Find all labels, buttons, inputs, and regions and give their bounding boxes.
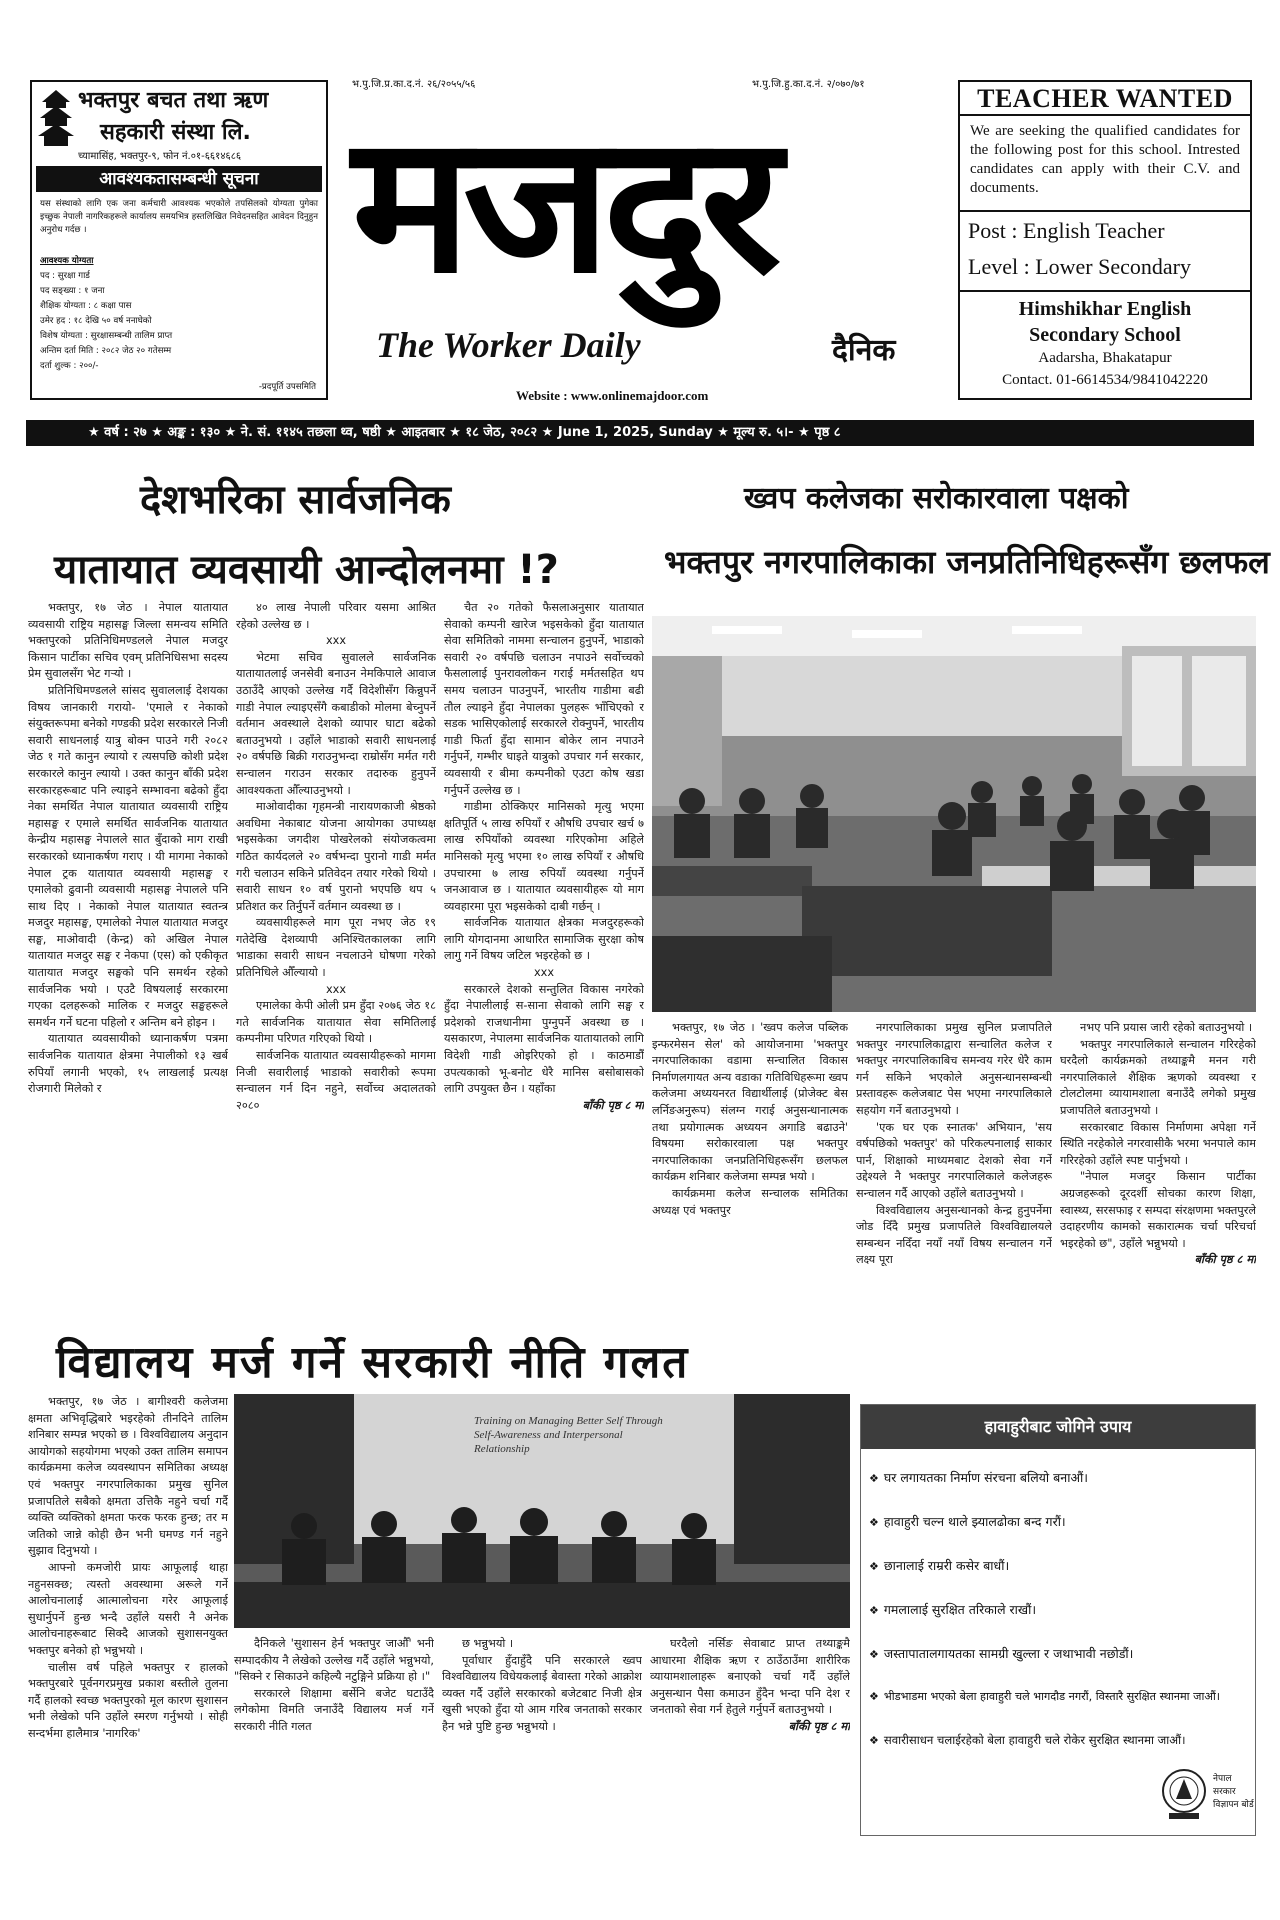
school-name-line1: Himshikhar English [1018, 298, 1192, 320]
story3-column-1 [28, 1394, 228, 1838]
website-link[interactable]: Website : www.onlinemajdoor.com [516, 388, 709, 403]
requirement-line: शैक्षिक योग्यता : ८ कक्षा पास [40, 301, 132, 311]
classroom-meeting-photo [652, 616, 1256, 1012]
requirement-line: पद सङ्ख्या : १ जना [40, 286, 105, 296]
ad-level: Level : Lower Secondary [968, 254, 1191, 279]
tip-item: ❖ भीडभाडमा भएको बेला हावाहुरी चले भागदौड नगरौं, विस्तारै सुरक्षित स्थानमा जाऔं। [869, 1689, 1247, 1704]
story3-headline[interactable]: विद्यालय मर्ज गर्ने सरकारी नीति गलत [56, 1337, 690, 1388]
paragraph: प्रतिनिधिमण्डलले सांसद सुवाललाई देशयका विषय जानकारी गरायो- 'एमाले र नेकाको संयुक्तरूपमा बनेको गण्डकी प्रदेश सरकारले निजी सवारी साधनलाई यात्रु बोक्न पाउने गरी २०८२ जेठ १ गते कानुन ल्यायो र त्यसपछि कोशी प्रदेश सरकारले कानुन ल्यायो । उक्त कानुन बाँकी प्रदेश सरकारहरूबाट पनि ल्याइने सम्भावना बढेको हुँदा नेका समर्थित नेपाल यातायात व्यवसायी राष्ट्रिय महासङ्घ र एमाले समर्थित सार्वजनिक यातायात केन्द्रीय महासङ्घ नेपालले सात बुँदाको माग राखी सरकारको ध्यानाकर्षण गराए । यी मागमा नेकाको नेपाल ट्रक यातायात व्यवसायी महासङ्घ र एमालेको ढुवानी व्यवसायी महासङ्घ नेपालले पनि साथ दिए । नेकाको नेपाल यातायात स्वतन्त्र मजदुर महासङ्घ, एमालेको नेपाल यातायात मजदुर सङ्घ, माओवादी (केन्द्र) को अखिल नेपाल यातायात मजदुर सङ्घ र नेकपा (एस) को एकीकृत यातायात मजदुर सङ्घको पनि समर्थन रहेको सार्वजनिक भयो । एउटै विषयलाई सरकारमा गएका दलहरूको मालिक र मजदुर सङ्घहरूले समर्थन गर्ने घटना पहिलो र अन्तिम बने होइन । [28, 683, 228, 1029]
paragraph: भेटमा सचिव सुवालले सार्वजनिक यातायातलाई जनसेवी बनाउन नेमकिपाले आवाज उठाउँदै आएको उल्लेख गर्दै विदेशीसँग किन्नुपर्ने गाडी नेपाल ल्याइएसँगै कबाडीको मोलमा बेच्नुपर्ने वर्तमान अवस्थाले देशको व्यापार घाटा बढेको बताउनुभयो । उहाँले भाडाको सवारी साधनलाई २० वर्षपछि बिक्री गराउनुभन्दा राम्रोसँग मर्मत गरी सन्चालन गराउन सरकार तदारुक हुनुपर्ने आवश्यकता औँल्याउनुभयो । [236, 650, 436, 797]
requirements-heading: आवश्यक योग्यता [40, 256, 94, 266]
tip-item: ❖ सवारीसाधन चलाईरहेको बेला हावाहुरी चले रोकेर सुरक्षित स्थानमा जाऔं। [869, 1733, 1247, 1748]
paragraph: गाडीमा ठोक्किएर मानिसको मृत्यु भएमा क्षतिपूर्ति ५ लाख रुपियाँ र औषधि उपचार खर्च ७ लाख रुपियाँको व्यवस्था गरिएकोमा अहिले मानिसको मृत्यु भएमा १० लाख रुपियाँ र औषधि उपचारमा ७ लाख रुपियाँ व्यवस्था गर्नुपर्ने जनआवाज छ । यातायात व्यवसायीहरू यो माग व्यवहारमा पूरा भइसकेको दाबी गर्छन् । [444, 800, 644, 913]
tips-title: हावाहुरीबाट जोगिने उपाय [861, 1405, 1255, 1449]
story2-column-3 [1060, 1020, 1256, 1314]
paragraph: चैत २० गतेको फैसलाअनुसार यातायात सेवाको कम्पनी खारेज भइसकेको हुँदा यातायात सेवा समितिको नाममा सन्चालन हुनुपर्ने, भाडाको सवारी २० वर्षपछि चलाउन नपाउने सर्वोच्चको फैसलालाई पुनरावलोकन गराई मर्मतसहित थप समय चलाउन पाउनुपर्ने, भारतीय गाडीमा बढी तौल ल्याइने हुँदा नेपालका पुलहरू भाँचिएको र सडक भासिएकोलाई सरकारले रोक्नुपर्ने, भारतीय गाडी फिर्ता हुँदा सामान बोकेर लान नपाउने गर्नुपर्ने, गम्भीर घाइते यात्रुको उपचार गर्न सरकार, व्यवसायी र बीमा कम्पनीको एउटा कोष खडा गर्नुपर्ने उल्लेख छ । [444, 601, 644, 797]
paragraph: आफ्नो कमजोरी प्रायः आफूलाई थाहा नहुनसक्छ; त्यस्तो अवस्थामा अरूले गर्ने आलोचनालाई आत्मालोचना गरेर आफूलाई सुधार्नुपर्ने हुन्छ भन्दै उहाँले यसरी नै अनेक आलोचनाहरूबाट सिक्दै आजको सुशासनयुक्त भक्तपुर बनेको हो भन्नुभयो । [28, 1560, 228, 1657]
notice-signature: -प्रदपूर्ति उपसमिति [258, 382, 316, 392]
story2-headline-line2[interactable]: भक्तपुर नगरपालिकाका जनप्रतिनिधिहरूसँग छलफल [664, 543, 1270, 581]
paragraph: माओवादीका गृहमन्त्री नारायणकाजी श्रेष्ठको अवधिमा नेकाबाट योजना आयोगका उपाध्यक्ष भइसकेका जगदीश पोखरेलको संयोजकत्वमा गठित कार्यदलले २० वर्षभन्दा पुरानो गाडी मर्मत गरी चलाउन सकिने प्रतिवेदन तयार गरेको थियो । सवारी साधन १० वर्ष पुरानो भएपछि थप ५ प्रतिशत कर तिर्नुपर्ने वर्तमान व्यवस्था छ । [236, 800, 436, 913]
paragraph: एमालेका केपी ओली प्रम हुँदा २०७६ जेठ १८ गते सार्वजनिक यातायात सेवा समितिलाई कम्पनीमा परिणत गरिएको थियो । [236, 999, 436, 1046]
training-program-photo [234, 1394, 850, 1628]
cooperative-notice-ad [30, 80, 328, 400]
teacher-wanted-ad [958, 80, 1252, 400]
registration-left: भ.पु.जि.प्र.का.द.नं. २६/२०५५/५६ [352, 79, 476, 90]
story2-headline-line1[interactable]: ख्वप कलेजका सरोकारवाला पक्षको [744, 481, 1129, 516]
paragraph: घरदैलो नर्सिङ सेवाबाट प्राप्त तथ्याङ्कमै आधारमा शैक्षिक ऋण र ठाउँठाउँमा शारीरिक व्यायामशालाहरू बनाएको चर्चा गर्दै उहाँले अनुसन्धान पैसा कमाउन हुँदैन भन्दा पनि देश र जनताको सेवा गर्न हेतुले गर्नुपर्ने बताउनुभयो । [650, 1637, 850, 1717]
separator: xxx [325, 634, 347, 648]
masthead-dainik: दैनिक [832, 333, 896, 368]
continued-label[interactable]: बाँकी पृष्ठ ८ मा [1194, 1253, 1256, 1267]
seal-text-line1: नेपाल सरकार [1213, 1774, 1236, 1797]
notice-body: यस संस्थाको लागि एक जना कर्मचारी आवश्यक भएकोले तपसिलको योग्यता पुगेका इच्छुक नेपाली नागरिकहरूले कार्यालय समयभित्र हस्तलिखित निवेदनसहित आवेदन दिनुहुन अनुरोध गर्दछ । [40, 199, 318, 235]
school-name-line2: Secondary School [1029, 324, 1181, 346]
ad-post: Post : English Teacher [968, 218, 1165, 243]
paragraph: यातायात व्यवसायीको ध्यानाकर्षण पत्रमा सार्वजनिक यातायात क्षेत्रमा नेपालीको १३ खर्ब रुपियाँ लगानी भएको, १५ लाखलाई प्रत्यक्ष रोजगारी मिलेको र [28, 1032, 228, 1096]
story3-column-3 [442, 1636, 642, 1846]
requirement-line: विशेष योग्यता : सुरक्षासम्बन्धी तालिम प्राप्त [40, 331, 173, 341]
requirement-line: उमेर हद : १८ देखि ५० वर्ष ननाघेको [40, 316, 152, 326]
masthead-title: मजदुर [352, 92, 774, 315]
story1-headline-line2[interactable]: यातायात व्यवसायी आन्दोलनमा !? [54, 547, 559, 593]
cooperative-address: च्यामासिंह, भक्तपुर-९, फोन नं.०१-६६१४६८६ [78, 151, 242, 162]
temple-logo-icon [38, 88, 74, 148]
ad-divider [960, 210, 1250, 212]
ad-divider [960, 290, 1250, 292]
ad-text: We are seeking the qualified candidates for the following post for this school. Intrested candidates can apply with their C.V. and documents. [970, 123, 1240, 196]
ad-school [960, 296, 1250, 348]
windstorm-safety-tips-box [860, 1404, 1256, 1836]
story3-column-4 [650, 1636, 850, 1846]
seal-text [1213, 1773, 1255, 1812]
separator: xxx [533, 966, 555, 980]
separator: xxx [325, 982, 347, 996]
paragraph: भक्तपुर, १७ जेठ । 'ख्वप कलेज पब्लिक इन्फरमेसन सेल' को आयोजनामा 'भक्तपुर नगरपालिकाका वडामा सन्चालित विकास निर्माणलगायत अन्य वडाका गतिविधिहरूमा ख्वप कलेजमा अध्ययनरत विद्यार्थीलाई (प्रोजेक्ट बेस लर्निङअनुरूप) संलग्न गराई अनुसन्धानात्मक तथा प्रयोगात्मक अध्ययन अगाडि बढाउने' विषयमा सरोकारवाला पक्ष भक्तपुर नगरपालिकाका जनप्रतिनिधिहरूसँग छलफल कार्यक्रम शनिबार कलेजमा सम्पन्न भयो । [652, 1021, 848, 1184]
continued-label[interactable]: बाँकी पृष्ठ ८ मा [582, 1098, 644, 1112]
paragraph: सार्वजनिक यातायात व्यवसायीहरूको मागमा निजी सवारीलाई भाडाको सवारीको रूपमा सन्चालन गर्न दिन नहुने, सर्वोच्च अदालतको २०८० [236, 1049, 436, 1112]
paragraph: सरकारले शिक्षामा बर्सेनि बजेट घटाउँदै लगेकोमा विमति जनाउँदै विद्यालय मर्ज गर्ने सरकारी नीति गलत [234, 1686, 434, 1733]
paragraph: 'एक घर एक स्नातक' अभियान, 'सय वर्षपछिको भक्तपुर' को परिकल्पनालाई साकार पार्न, शिक्षाको माध्यमबाट देशको सेवा गर्ने उद्देश्यले नै भक्तपुर नगरपालिकाले कलेजहरू सन्चालन गर्दै आएको उहाँले बताउनुभयो । [856, 1120, 1052, 1200]
story1-column-2 [236, 600, 436, 1308]
story1-headline-line1[interactable]: देशभरिका सार्वजनिक [140, 477, 451, 523]
dateline-bar: ★ वर्ष : २७ ★ अङ्क : १३० ★ ने. सं. ११४५ तछला थ्व, षष्ठी ★ आइतबार ★ १८ जेठ, २०८२ ★ June 1, 2025, Sunday ★ मूल्य रु. ५।- ★ पृष्ठ ८ [26, 420, 1254, 446]
training-banner-text: Training on Managing Better Self Through Self-Awareness and Interpersonal Relationship [474, 1415, 663, 1455]
tip-item: ❖ हावाहुरी चल्न थाले झ्यालढोका बन्द गरौं। [869, 1513, 1247, 1530]
paragraph: नभए पनि प्रयास जारी रहेको बताउनुभयो । [1080, 1021, 1253, 1034]
cooperative-name-line2: सहकारी संस्था लि. [100, 120, 251, 145]
masthead-tagline: The Worker Daily [376, 325, 641, 365]
paragraph: भक्तपुर, १७ जेठ । नेपाल यातायात व्यवसायी राष्ट्रिय महासङ्घ जिल्ला समन्वय समिति भक्तपुरको प्रतिनिधिमण्डलले नेपाल मजदुर किसान पार्टीका सचिव एवम् प्रतिनिधिसभा सदस्य प्रेम सुवालसँग भेट गऱ्यो । [28, 601, 228, 681]
requirements-list [40, 254, 318, 374]
paragraph: पूर्वाधार हुँदाहुँदै पनि सरकारले ख्वप विश्वविद्यालय विधेयकलाई बेवास्ता गरेको आक्रोश व्यक्त गर्दै उहाँले सरकारको बजेटबाट निजी क्षेत्र खुसी भएको हुँदा यो आम गरिब जनताको सरकार हैन भन्ने पुष्टि हुन्छ भन्नुभयो । [442, 1653, 642, 1733]
story1-column-3 [444, 600, 644, 1308]
story3-column-2 [234, 1636, 434, 1846]
paragraph: सार्वजनिक यातायात क्षेत्रका मजदुरहरूको लागि योगदानमा आधारित सामाजिक सुरक्षा कोष लागु गर्ने विषय जटिल भइरहेको छ । [444, 916, 644, 963]
paragraph: छ भन्नुभयो । [462, 1637, 514, 1650]
continued-label[interactable]: बाँकी पृष्ठ ८ मा [788, 1719, 850, 1733]
tip-item: ❖ गमलालाई सुरक्षित तरिकाले राखौं। [869, 1601, 1247, 1618]
paragraph: चालीस वर्ष पहिले भक्तपुर र हालको भक्तपुरबारे पूर्वनगरप्रमुख प्रकाश बस्तीले तुलना गर्दै हालको स्वच्छ भक्तपुरको मूल कारण सुशासन भनी लेखेको पनि उहाँले स्मरण गर्नुभयो । सोही सन्दर्भमा हालैमात्र 'नागरिक' [28, 1660, 228, 1740]
paragraph: व्यवसायीहरूले माग पूरा नभए जेठ १९ गतेदेखि देशव्यापी अनिश्चितकालका लागि भाडाका सवारी साधन नचलाउने घोषणा गरेको प्रतिनिधिले औँल्यायो । [236, 916, 436, 980]
ad-place: Aadarsha, Bhakatapur [1038, 350, 1172, 366]
story2-column-2 [856, 1020, 1052, 1314]
paragraph: भक्तपुर, १७ जेठ । बागीश्वरी कलेजमा क्षमता अभिवृद्धिबारे भइरहेको तीनदिने तालिम शनिबार सम्पन्न भएको छ । विश्वविद्यालय अनुदान आयोगको सहयोगमा भएको उक्त तालिम समापन कार्यक्रममा कलेज व्यवस्थापन समितिका अध्यक्ष एवं भक्तपुर नगरपालिकाका प्रमुख सुनिल प्रजापतिले सबैको क्षमता उत्तिकै नहुने चर्चा गर्दै व्यक्ति व्यक्तिको क्षमता फरक फरक हुन्छ; तर म जतिको जान्ने कोही छैन भनी घमण्ड गर्न नहुने सुझाव दिनुभयो । [28, 1395, 228, 1558]
government-seal-icon [1161, 1765, 1207, 1821]
paragraph: नगरपालिकाका प्रमुख सुनिल प्रजापतिले भक्तपुर नगरपालिकाद्वारा सन्चालित कलेज र भक्तपुर नगरपालिकाबिच समन्वय गरेर धेरै काम गर्न सकिने भएकोले अनुसन्धानसम्बन्धी प्रस्तावहरू कलेजबाट पेस भएमा नगरपालिकाले सहयोग गर्ने बताउनुभयो । [856, 1021, 1052, 1117]
registration-right: भ.पु.जि.हु.का.द.नं. २/०७०/७१ [752, 79, 865, 90]
ad-contact: Contact. 01-6614534/9841042220 [1002, 372, 1208, 388]
requirement-line: दर्ता शुल्क : २००/- [40, 361, 99, 371]
requirement-line: पद : सुरक्षा गार्ड [40, 271, 90, 281]
seal-text-line2: विज्ञापन बोर्ड [1213, 1800, 1254, 1810]
requirement-line: अन्तिम दर्ता मिति : २०८२ जेठ २० गतेसम्म [40, 346, 172, 356]
tip-item: ❖ छानालाई राम्ररी कसेर बाधौं। [869, 1557, 1247, 1574]
tip-item: ❖ जस्तापातालगायतका सामग्री खुल्ला र जथाभावी नछोडौं। [869, 1645, 1247, 1662]
story1-column-1 [28, 600, 228, 1308]
paragraph: दैनिकले 'सुशासन हेर्न भक्तपुर जाऔँ' भनी सम्पादकीय नै लेखेको उल्लेख गर्दै उहाँले भन्नुभयो, "सिक्ने र सिकाउने कहिल्यै नटुङ्गिने प्रक्रिया हो ।" [234, 1637, 434, 1684]
paragraph: सरकारबाट विकास निर्माणमा अपेक्षा गर्ने स्थिति नरहेकोले नगरवासीकै भरमा भनपाले काम गरिरहेको उहाँले स्पष्ट पार्नुभयो । [1060, 1120, 1256, 1167]
story2-column-1 [652, 1020, 848, 1314]
notice-title: आवश्यकतासम्बन्धी सूचना [36, 166, 322, 192]
paragraph: विश्वविद्यालय अनुसन्धानको केन्द्र हुनुपर्नेमा जोड दिँदै प्रमुख प्रजापतिले विश्वविद्यालयले सम्बन्धन नदिँदा नयाँ नयाँ विषय सन्चालन गर्ने लक्ष्य पूरा [856, 1203, 1052, 1267]
paragraph: ४० लाख नेपाली परिवार यसमा आश्रित रहेको उल्लेख छ । [236, 601, 436, 631]
paragraph: कार्यक्रममा कलेज सन्चालक समितिका अध्यक्ष एवं भक्तपुर [652, 1186, 848, 1217]
cooperative-name-line1: भक्तपुर बचत तथा ऋण [78, 88, 269, 113]
paragraph: भक्तपुर नगरपालिकाले सन्चालन गरिरहेको घरदैलो कार्यक्रमको तथ्याङ्कमै मनन गरी नगरपालिकाले शैक्षिक ऋणको व्यवस्था र टोलटोलमा व्यायामशाला बनाउँदै लगेको प्रमुख प्रजापतिले बताउनुभयो । [1060, 1037, 1256, 1117]
paragraph: सरकारले देशको सन्तुलित विकास नगरेको हुँदा नेपालीलाई स-साना सेवाको लागि सङ्घ र प्रदेशको राजधानीमा पुग्नुपर्ने अवस्था छ । यसकारण, नेपालमा सार्वजनिक यातायातको लागि विदेशी गाडी ओइरिएको हो । काठमाडौँ उपत्यकाको भू-बनोट धेरै मानिस बसोबासको लागि उपयुक्त छैन । यहाँका [444, 982, 644, 1096]
paragraph: "नेपाल मजदुर किसान पार्टीका अग्रजहरूको दूरदर्शी सोचका कारण शिक्षा, स्वास्थ्य, सरसफाइ र सम्पदा संरक्षणमा भक्तपुरले उदाहरणीय कामको सकारात्मक चर्चा परिचर्चा भइरहेको छ", उहाँले भन्नुभयो । [1060, 1170, 1256, 1250]
ad-title: TEACHER WANTED [960, 82, 1250, 116]
tip-item: ❖ घर लगायतका निर्माण संरचना बलियो बनाऔं। [869, 1469, 1247, 1486]
